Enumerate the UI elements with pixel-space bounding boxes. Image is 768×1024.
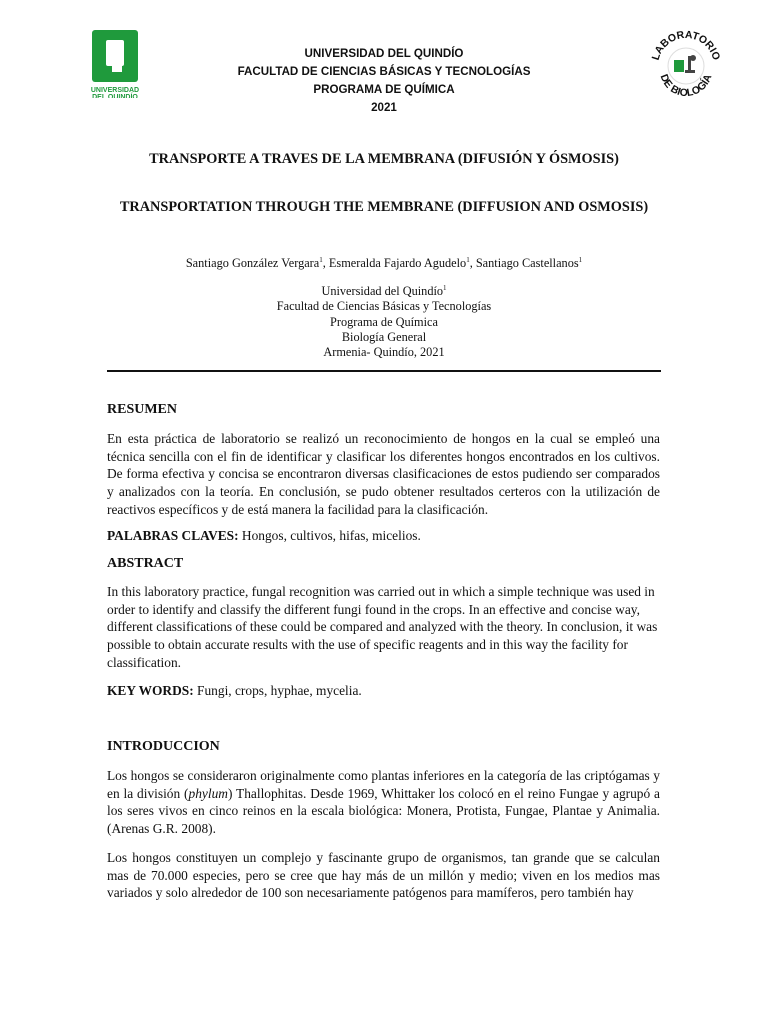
author-1: Santiago González Vergara bbox=[185, 256, 320, 271]
header-year: 2021 bbox=[371, 101, 397, 114]
author-2: Esmeralda Fajardo Agudelo bbox=[328, 256, 467, 271]
affiliation-university: Universidad del Quindío bbox=[321, 284, 444, 299]
section-divider bbox=[107, 370, 661, 372]
header-program: PROGRAMA DE QUÍMICA bbox=[313, 83, 455, 96]
palabras-claves bbox=[107, 528, 421, 544]
header-faculty: FACULTAD DE CIENCIAS BÁSICAS Y TECNOLOGÍAS bbox=[237, 65, 531, 78]
resumen-heading: RESUMEN bbox=[107, 402, 178, 417]
affiliation-course: Biología General bbox=[341, 329, 427, 344]
university-logo bbox=[86, 30, 144, 98]
palabras-claves-label: PALABRAS CLAVES: bbox=[107, 528, 239, 543]
affiliation-place: Armenia- Quindío, 2021 bbox=[323, 345, 445, 360]
author-separator: , bbox=[322, 256, 329, 271]
palabras-claves-value: Hongos, cultivos, hifas, micelios. bbox=[238, 528, 421, 543]
biology-lab-logo bbox=[648, 26, 724, 102]
svg-text:DE BIOLOGÍA: DE BIOLOGÍA bbox=[657, 72, 715, 100]
svg-text:LABORATORIO: LABORATORIO bbox=[649, 28, 723, 62]
intro-p1-text: Los hongos se consideraron originalmente como plantas inferiores en la categoría de las criptógamas y en la división ( bbox=[107, 768, 660, 801]
institution-header bbox=[200, 45, 568, 117]
svg-text:DEL QUINDÍO: DEL QUINDÍO bbox=[92, 94, 138, 98]
affiliation-program: Programa de Química bbox=[330, 314, 438, 329]
intro-paragraph-1 bbox=[107, 767, 660, 838]
intro-p1-italic: phylum bbox=[188, 785, 228, 801]
intro-heading: INTRODUCCION bbox=[107, 739, 220, 754]
key-words-label: KEY WORDS: bbox=[107, 683, 194, 698]
intro-paragraph-2: Los hongos constituyen un complejo y fascinante grupo de organismos, tan grande que se calculan mas de 70.000 especies, pero se cree que hay más de un millón y medio; viven en los medios mas variados y solo alrededor de 100 son necesariamente patógenos para mamíferos, pero también hay bbox=[107, 850, 660, 901]
title-english: TRANSPORTATION THROUGH THE MEMBRANE (DIFFUSION AND OSMOSIS) bbox=[119, 199, 649, 215]
affiliation-block bbox=[200, 281, 568, 361]
author-separator: , bbox=[469, 256, 476, 271]
title-spanish: TRANSPORTE A TRAVES DE LA MEMBRANA (DIFUSIÓN Y ÓSMOSIS) bbox=[149, 151, 619, 167]
intro-p1-text-continued: ) Thallophitas. Desde 1969, Whittaker los colocó en el reino Fungae y agrupó a los seres vivos en cinco reinos en la escala biológica: Monera, Protista, Fungae, Plantae y Animalia. (Arenas G.R. 2008). bbox=[107, 785, 660, 837]
affiliation-mark: 1 bbox=[319, 256, 323, 264]
authors-line bbox=[60, 256, 708, 271]
svg-text:UNIVERSIDAD: UNIVERSIDAD bbox=[90, 87, 140, 94]
abstract-text: In this laboratory practice, fungal recognition was carried out in which a simple technique was used in order to identify and classify the different fungi found in the crops. In an effective and concise way, different classifications of these could be compared and analyzed with the theory. In conclusion, it was possible to obtain accurate results with the use of specific reagents and in this way the facility for classification. bbox=[107, 584, 658, 670]
key-words bbox=[107, 683, 362, 699]
affiliation-mark: 1 bbox=[578, 256, 583, 264]
header-university: UNIVERSIDAD DEL QUINDÍO bbox=[304, 47, 464, 60]
key-words-value: Fungi, crops, hyphae, mycelia. bbox=[193, 683, 362, 698]
abstract-heading: ABSTRACT bbox=[107, 556, 184, 571]
affiliation-mark: 1 bbox=[443, 284, 447, 292]
resumen-text: En esta práctica de laboratorio se realizó un reconocimiento de hongos en la cual se empleó una técnica sencilla con el fin de identificar y clasificar los diferentes hongos encontrados en los cultivos. De forma efectiva y concisa se encontraron diversas clasificaciones de estos pudiendo ser comparados y analizados con la teoría. En conclusión, se pudo obtener resultados certeros con la utilización de reactivos específicos y de está manera la facilidad para la clasificación. bbox=[107, 431, 660, 517]
affiliation-mark: 1 bbox=[466, 256, 470, 264]
affiliation-faculty: Facultad de Ciencias Básicas y Tecnologías bbox=[276, 299, 492, 314]
author-3: Santiago Castellanos bbox=[475, 256, 579, 271]
